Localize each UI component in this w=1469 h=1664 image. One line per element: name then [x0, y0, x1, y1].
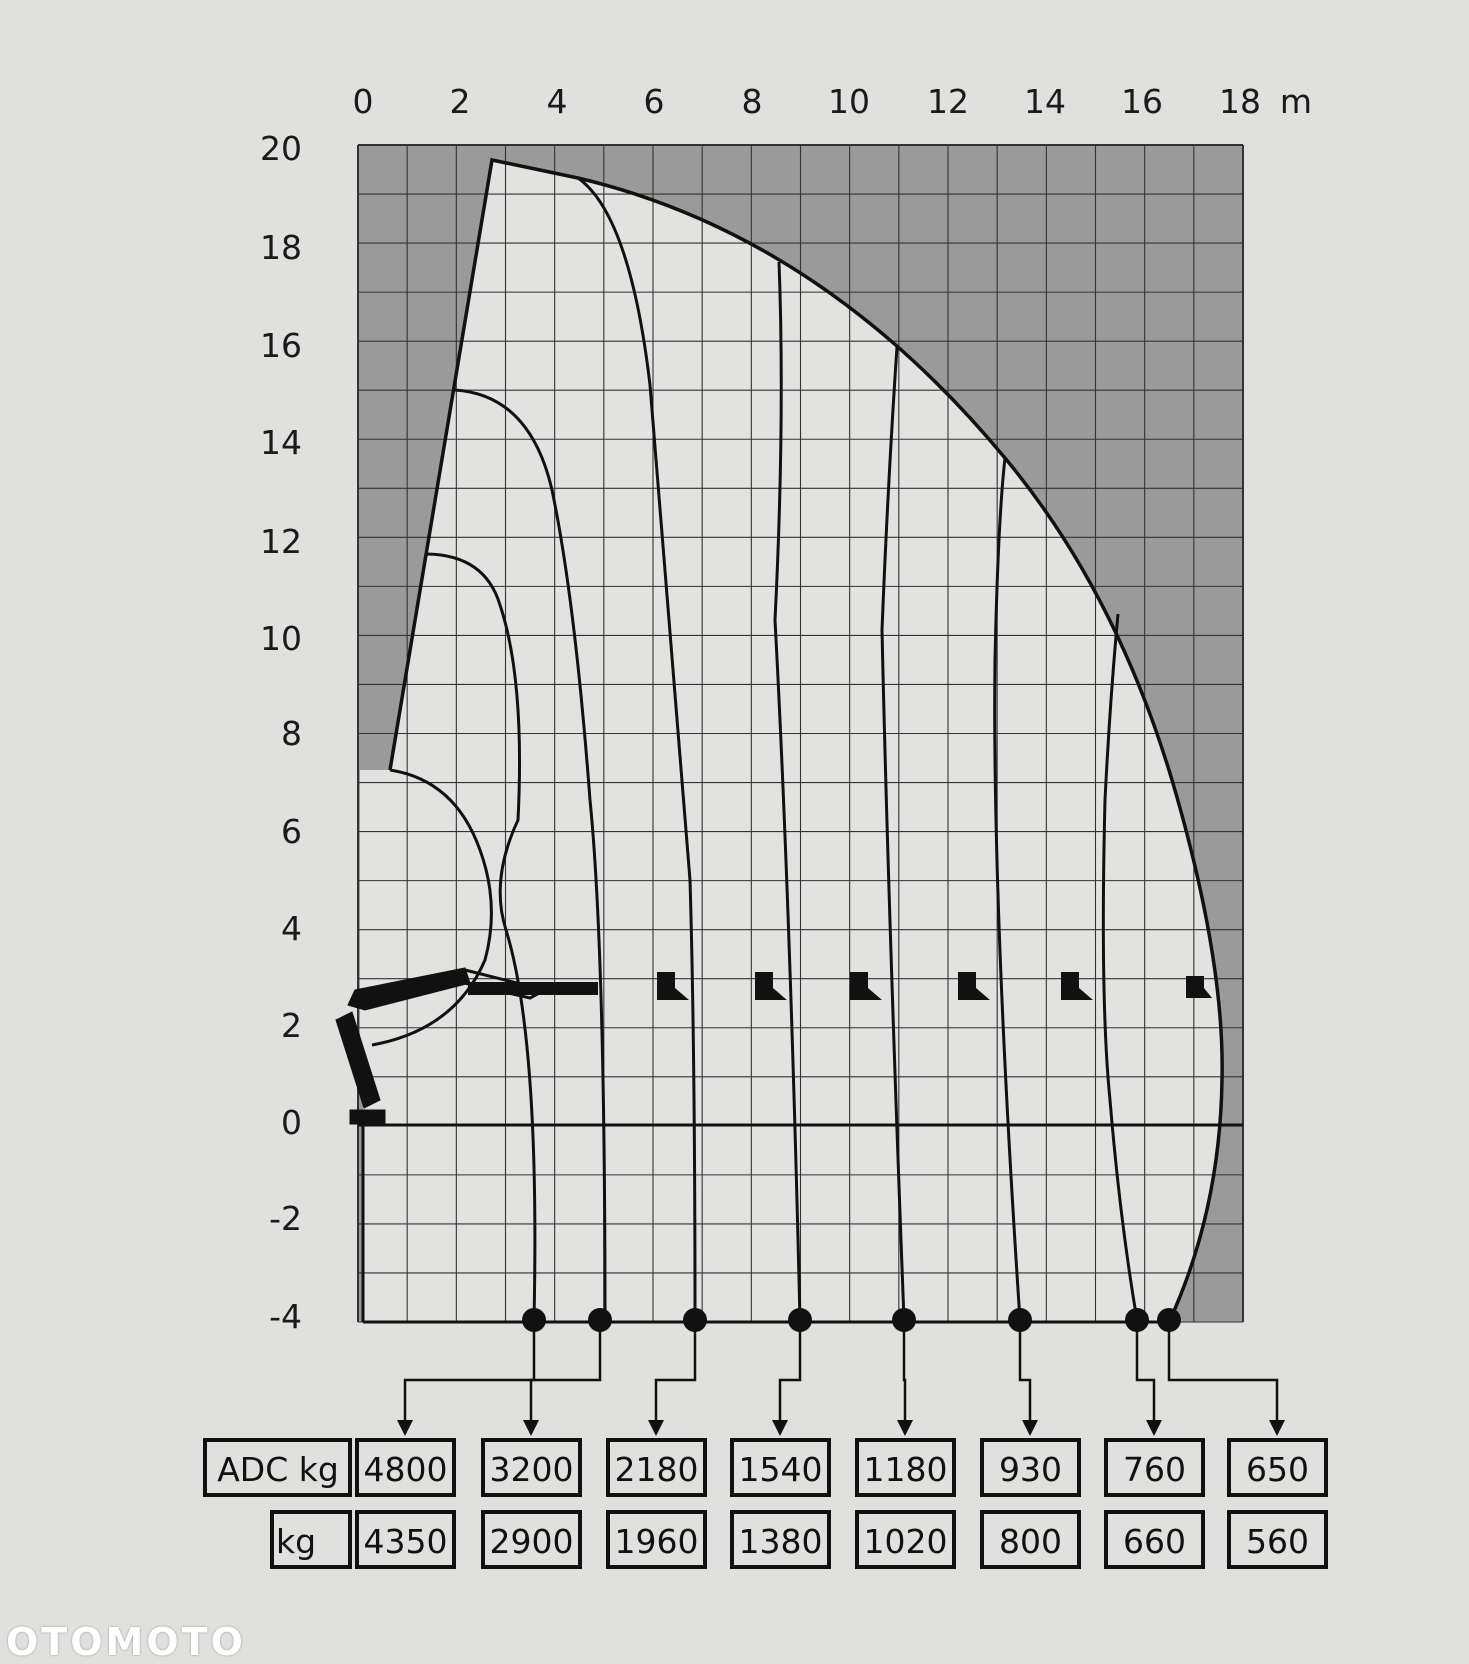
arrow-head-icon — [397, 1420, 413, 1436]
x-tick: 8 — [741, 82, 763, 121]
leader-line — [656, 1320, 695, 1424]
y-tick: 8 — [281, 714, 302, 753]
arrow-head-icon — [1269, 1420, 1285, 1436]
y-tick: 18 — [260, 228, 302, 267]
leader-line — [1020, 1320, 1030, 1424]
arrow-head-icon — [523, 1420, 539, 1436]
y-tick: 12 — [260, 522, 302, 561]
y-tick: 14 — [260, 423, 302, 462]
kg-load-value: 1380 — [738, 1522, 823, 1561]
load-table — [205, 1440, 1326, 1567]
x-tick: 14 — [1024, 82, 1066, 121]
watermark-logo: OTOMOTO — [6, 1620, 246, 1664]
row-label-adc: ADC kg — [217, 1450, 339, 1489]
leader-line — [904, 1320, 905, 1424]
adc-load-value: 4800 — [363, 1450, 448, 1489]
y-tick: 20 — [260, 129, 302, 168]
x-tick: 6 — [643, 82, 665, 121]
arrow-head-icon — [897, 1420, 913, 1436]
kg-load-value: 1960 — [614, 1522, 699, 1561]
adc-load-value: 3200 — [489, 1450, 574, 1489]
kg-load-value: 560 — [1246, 1522, 1309, 1561]
x-tick: 0 — [352, 82, 374, 121]
y-axis-ticks — [260, 129, 302, 1336]
y-tick: 0 — [281, 1103, 302, 1142]
adc-load-value: 2180 — [614, 1450, 699, 1489]
x-tick: 12 — [927, 82, 969, 121]
x-tick: 16 — [1121, 82, 1163, 121]
y-tick: -4 — [269, 1297, 302, 1336]
leader-line — [1137, 1320, 1154, 1424]
x-unit: m — [1279, 82, 1313, 121]
leader-line — [405, 1320, 534, 1424]
leader-line — [780, 1320, 800, 1424]
arrow-head-icon — [1022, 1420, 1038, 1436]
adc-load-value: 1540 — [738, 1450, 823, 1489]
load-connectors — [397, 1308, 1285, 1436]
x-axis-ticks — [353, 82, 1313, 121]
y-tick: 2 — [281, 1006, 302, 1045]
arrow-head-icon — [648, 1420, 664, 1436]
y-tick: 16 — [260, 326, 302, 365]
y-tick: 4 — [281, 909, 302, 948]
y-tick: 10 — [260, 619, 302, 658]
adc-load-value: 650 — [1246, 1450, 1309, 1489]
kg-load-value: 4350 — [363, 1522, 448, 1561]
kg-load-value: 660 — [1123, 1522, 1186, 1561]
row-label-kg: kg — [275, 1522, 317, 1561]
arrow-head-icon — [1146, 1420, 1162, 1436]
adc-load-value: 930 — [999, 1450, 1062, 1489]
y-tick: 6 — [281, 812, 302, 851]
x-tick: 2 — [449, 82, 471, 121]
leader-line — [1169, 1320, 1277, 1424]
x-tick: 4 — [546, 82, 568, 121]
x-tick: 18 — [1219, 82, 1261, 121]
kg-load-value: 1020 — [863, 1522, 948, 1561]
adc-load-value: 1180 — [863, 1450, 948, 1489]
x-tick: 10 — [828, 82, 870, 121]
y-tick: -2 — [269, 1199, 302, 1238]
kg-load-value: 2900 — [489, 1522, 574, 1561]
arrow-head-icon — [772, 1420, 788, 1436]
adc-load-value: 760 — [1123, 1450, 1186, 1489]
leader-line — [531, 1320, 600, 1424]
kg-load-value: 800 — [999, 1522, 1062, 1561]
